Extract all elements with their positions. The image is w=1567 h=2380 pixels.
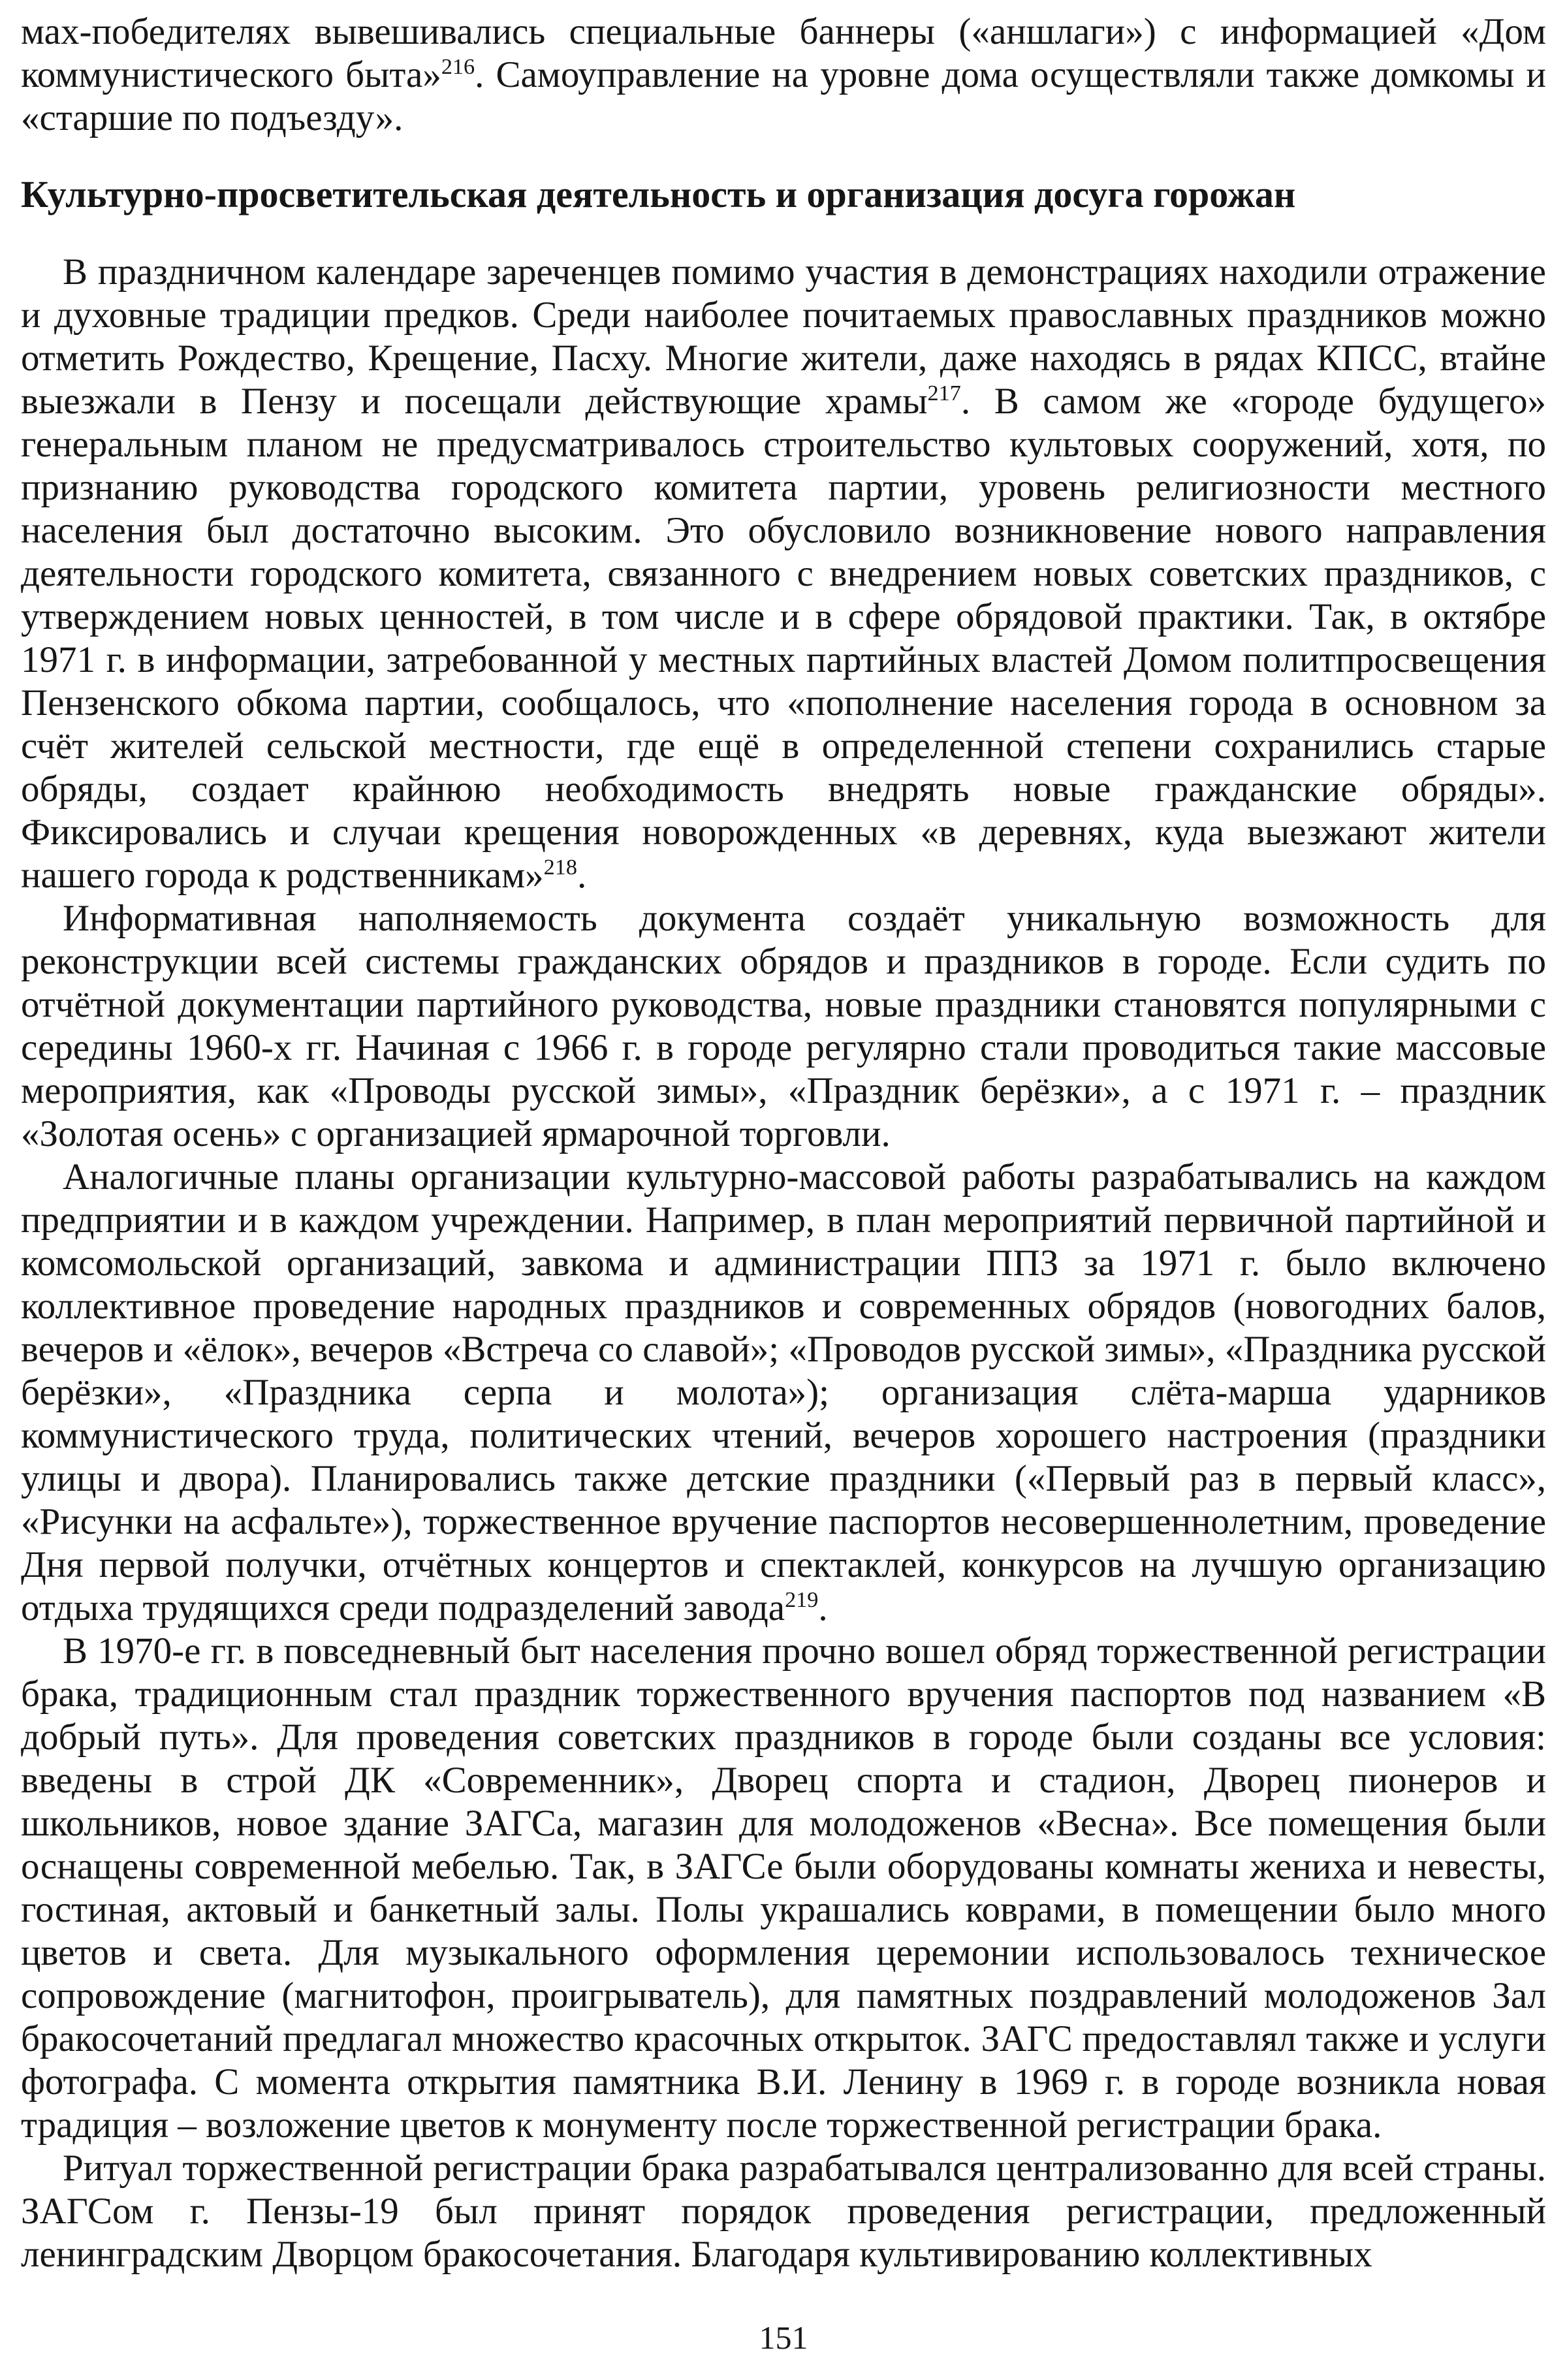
- paragraph-civil-rites: Информативная наполняемость документа создаёт уникальную возможность для реконструкции всей системы гражданских обрядов и праздников в городе. Если судить по отчётной документации партийного руководства, новые праздники становятся популярными с середины 1960-х гг. Начиная с 1966 г. в городе регулярно стали проводиться такие массовые мероприятия, как «Проводы русской зимы», «Праздник берёзки», а с 1971 г. – праздник «Золотая осень» с организацией ярмарочной торговли.: [21, 898, 1546, 1154]
- footnote-ref: 216: [441, 55, 475, 79]
- paragraph-holidays-traditions: В праздничном календаре зареченцев помимо участия в демонстрациях находили отражение и духовные традиции предков. Среди наиболее почитаемых православных праздников можно отметить Рождество, Крещение, Пасху. Многие жители, даже находясь в рядах КПСС, втайне выезжали в Пензу и посещали действующие храмы$^{217}$. В самом же «городе будущего» генеральным планом не предусматривалось строительство культовых сооружений, хотя, по признанию руководства городского комитета партии, уровень религиозности местного населения был достаточно высоким. Это обусловило возникновение нового направления деятельности городского комитета, связанного с внедрением новых советских праздников, с утверждением новых ценностей, в том числе и в сфере обрядовой практики. Так, в октябре 1971 г. в информации, затребованной у местных партийных властей Домом политпросвещения Пензенского обкома партии, сообщалось, что «пополнение населения города в основном за счёт жителей сельской местности, где ещё в определенной степени сохранились старые обряды, создает крайнюю необходимость внедрять новые гражданские обряды». Фиксировались и случаи крещения новорожденных «в деревнях, куда выезжают жители нашего города к родственникам»$^{218}$.: [21, 251, 1546, 896]
- book-page: [21, 10, 1546, 2356]
- page-text: [21, 10, 1546, 2276]
- paragraph-ritual-centralized: Ритуал торжественной регистрации брака разрабатывался централизованно для всей страны. ЗАГСом г. Пензы-19 был принят порядок проведения регистрации, предложенный ленинградским Дворцом бракосочетания. Благодаря культивированию коллективных: [21, 2148, 1546, 2275]
- page-number: 151: [759, 2319, 808, 2356]
- footnote-ref: 219: [785, 1588, 819, 1612]
- section-heading: Культурно-просветительская деятельность и организация досуга горожан: [21, 173, 1296, 215]
- paragraph-enterprise-plans: Аналогичные планы организации культурно-массовой работы разрабатывались на каждом предприятии и в каждом учреждении. Например, в план мероприятий первичной партийной и комсомольской организаций, завкома и администрации ППЗ за 1971 г. было включено коллективное проведение народных праздников и современных обрядов (новогодних балов, вечеров и «ёлок», вечеров «Встреча со славой»; «Проводов русской зимы», «Праздника русской берёзки», «Праздника серпа и молота»); организация слёта-марша ударников коммунистического труда, политических чтений, вечеров хорошего настроения (праздники улицы и двора). Планировались также детские праздники («Первый раз в первый класс», «Рисунки на асфальте»), торжественное вручение паспортов несовершеннолетним, проведение Дня первой получки, отчётных концертов и спектаклей, конкурсов на лучшую организацию отдыха трудящихся среди подразделений завода$^{219}$.: [21, 1156, 1546, 1628]
- footnote-ref: 217: [927, 381, 961, 405]
- paragraph-continuation: мах-победителях вывешивались специальные баннеры («аншлаги») с информацией «Дом коммунистического быта»$^{216}$. Самоуправление на уровне дома осуществляли также домкомы и «старшие по подъезду».: [21, 11, 1546, 138]
- paragraph-marriage-registration: В 1970-е гг. в повседневный быт населения прочно вошел обряд торжественной регистрации брака, традиционным стал праздник торжественного вручения паспортов под названием «В добрый путь». Для проведения советских праздников в городе были созданы все условия: введены в строй ДК «Современник», Дворец спорта и стадион, Дворец пионеров и школьников, новое здание ЗАГСа, магазин для молодоженов «Весна». Все помещения были оснащены современной мебелью. Так, в ЗАГСе были оборудованы комнаты жениха и невесты, гостиная, актовый и банкетный залы. Полы украшались коврами, в помещении было много цветов и света. Для музыкального оформления церемонии использовалось техническое сопровождение (магнитофон, проигрыватель), для памятных поздравлений молодоженов Зал бракосочетаний предлагал множество красочных открыток. ЗАГС предоставлял также и услуги фотографа. С момента открытия памятника В.И. Ленину в 1969 г. в городе возникла новая традиция – возложение цветов к монументу после торжественной регистрации брака.: [21, 1630, 1546, 2146]
- footnote-ref: 218: [543, 855, 577, 880]
